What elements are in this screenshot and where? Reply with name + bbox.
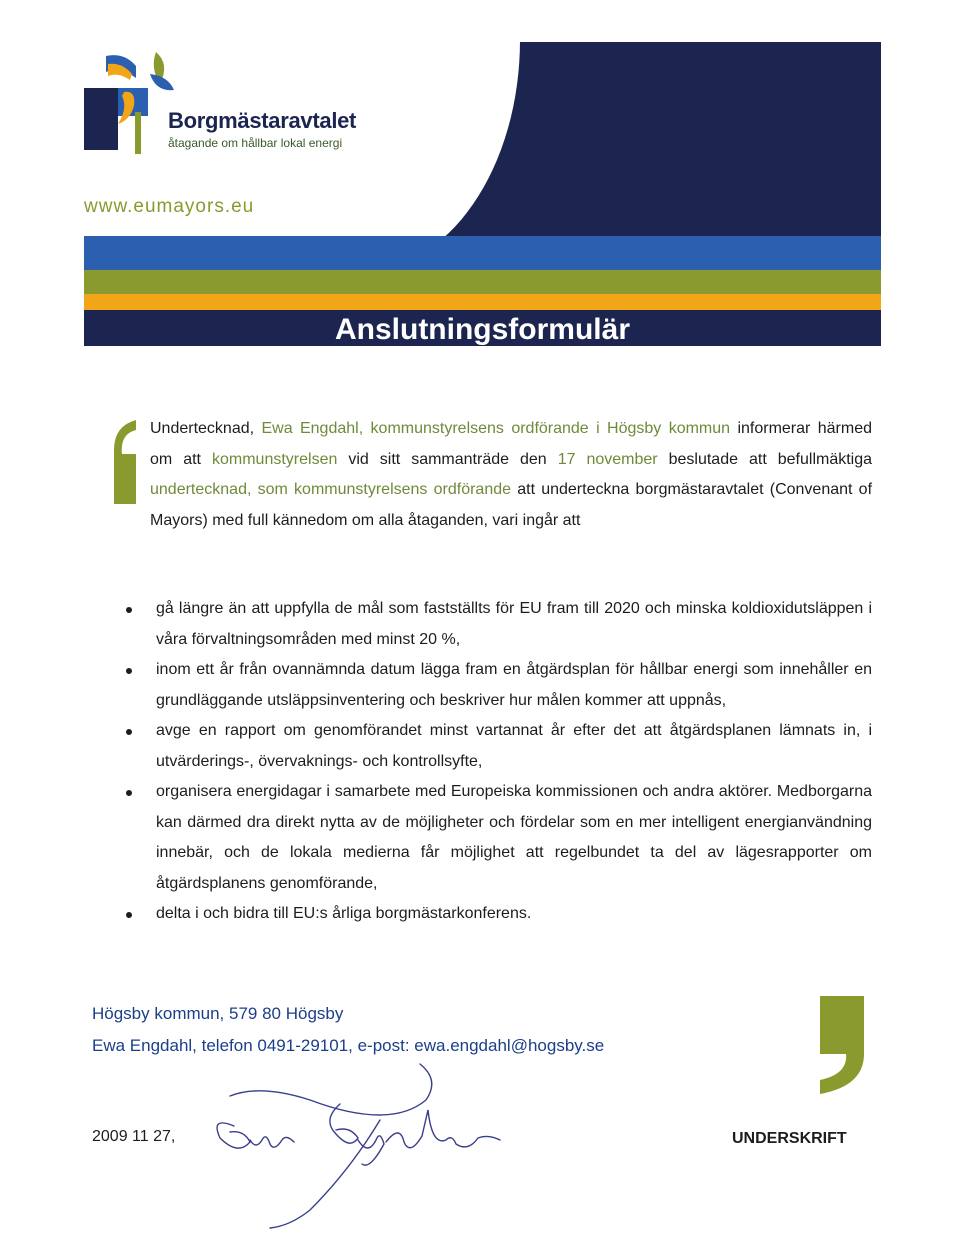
intro-paragraph <box>150 414 872 536</box>
intro-text-1: Undertecknad, <box>150 420 262 437</box>
list-item: inom ett år från ovannämnda datum lägga fram en åtgärdsplan för hållbar energi som innehåller en grundläggande utsläppsinventering och beskriver hur målen kommer att uppnås, <box>120 655 872 716</box>
handwritten-signature <box>190 1060 520 1230</box>
contact-address: Högsby kommun, 579 80 Högsby <box>92 1004 344 1023</box>
closing-quote-mark <box>816 996 864 1094</box>
signing-date: 2009 11 27, <box>92 1128 176 1145</box>
intro-text-5: att underteckna borgmästaravtalet (Convenant of Mayors) med full kännedom om alla åtaganden, vari ingår att <box>150 481 873 529</box>
decision-date: 17 november <box>557 450 658 468</box>
intro-text-2: informerar härmed om att <box>150 420 873 468</box>
list-item: avge en rapport om genomförandet minst vartannat år efter det att åtgärdsplanen lämnats in, i utvärderings-, övervaknings- och kontrollsyfte, <box>120 716 872 777</box>
form-title: Anslutningsformulär <box>84 310 881 346</box>
brand-tagline: åtagande om hållbar lokal energi <box>168 136 343 150</box>
list-item: delta i och bidra till EU:s årliga borgmästarkonferens. <box>120 899 872 930</box>
authorised-signatory: undertecknad, som kommunstyrelsens ordförande <box>150 481 512 498</box>
stripe-green <box>84 270 881 294</box>
brand-name: Borgmästaravtalet <box>168 108 357 133</box>
opening-quote-mark <box>114 420 136 504</box>
signatory-name: Ewa Engdahl, kommunstyrelsens ordförande i Högsby kommun <box>261 420 731 437</box>
decision-body: kommunstyrelsen <box>211 450 338 468</box>
contact-person: Ewa Engdahl, telefon 0491-29101, e-post: ewa.engdahl@hogsby.se <box>92 1036 605 1055</box>
list-item: gå längre än att uppfylla de mål som fastställts för EU fram till 2020 och minska koldioxidutsläppen i våra förvaltningsområden med minst 20 %, <box>120 594 872 655</box>
intro-text-3: vid sitt sammanträde den <box>337 450 558 468</box>
list-item: organisera energidagar i samarbete med Europeiska kommissionen och andra aktörer. Medborgarna kan därmed dra direkt nytta av de möjligheter och fördelar som en mer intelligent energianvändning innebär, och de lokala medierna får möjlighet att regelbundet ta del av lägesrapporter om åtgärdsplanens genomförande, <box>120 777 872 899</box>
intro-text-4: beslutade att befullmäktiga <box>657 450 873 468</box>
signature-label: UNDERSKRIFT <box>732 1130 847 1147</box>
website-link[interactable]: www.eumayors.eu <box>84 196 255 217</box>
stripe-blue <box>84 236 881 270</box>
commitments-list <box>120 594 872 930</box>
header-corner-curve <box>760 42 920 162</box>
stripe-orange <box>84 294 881 310</box>
